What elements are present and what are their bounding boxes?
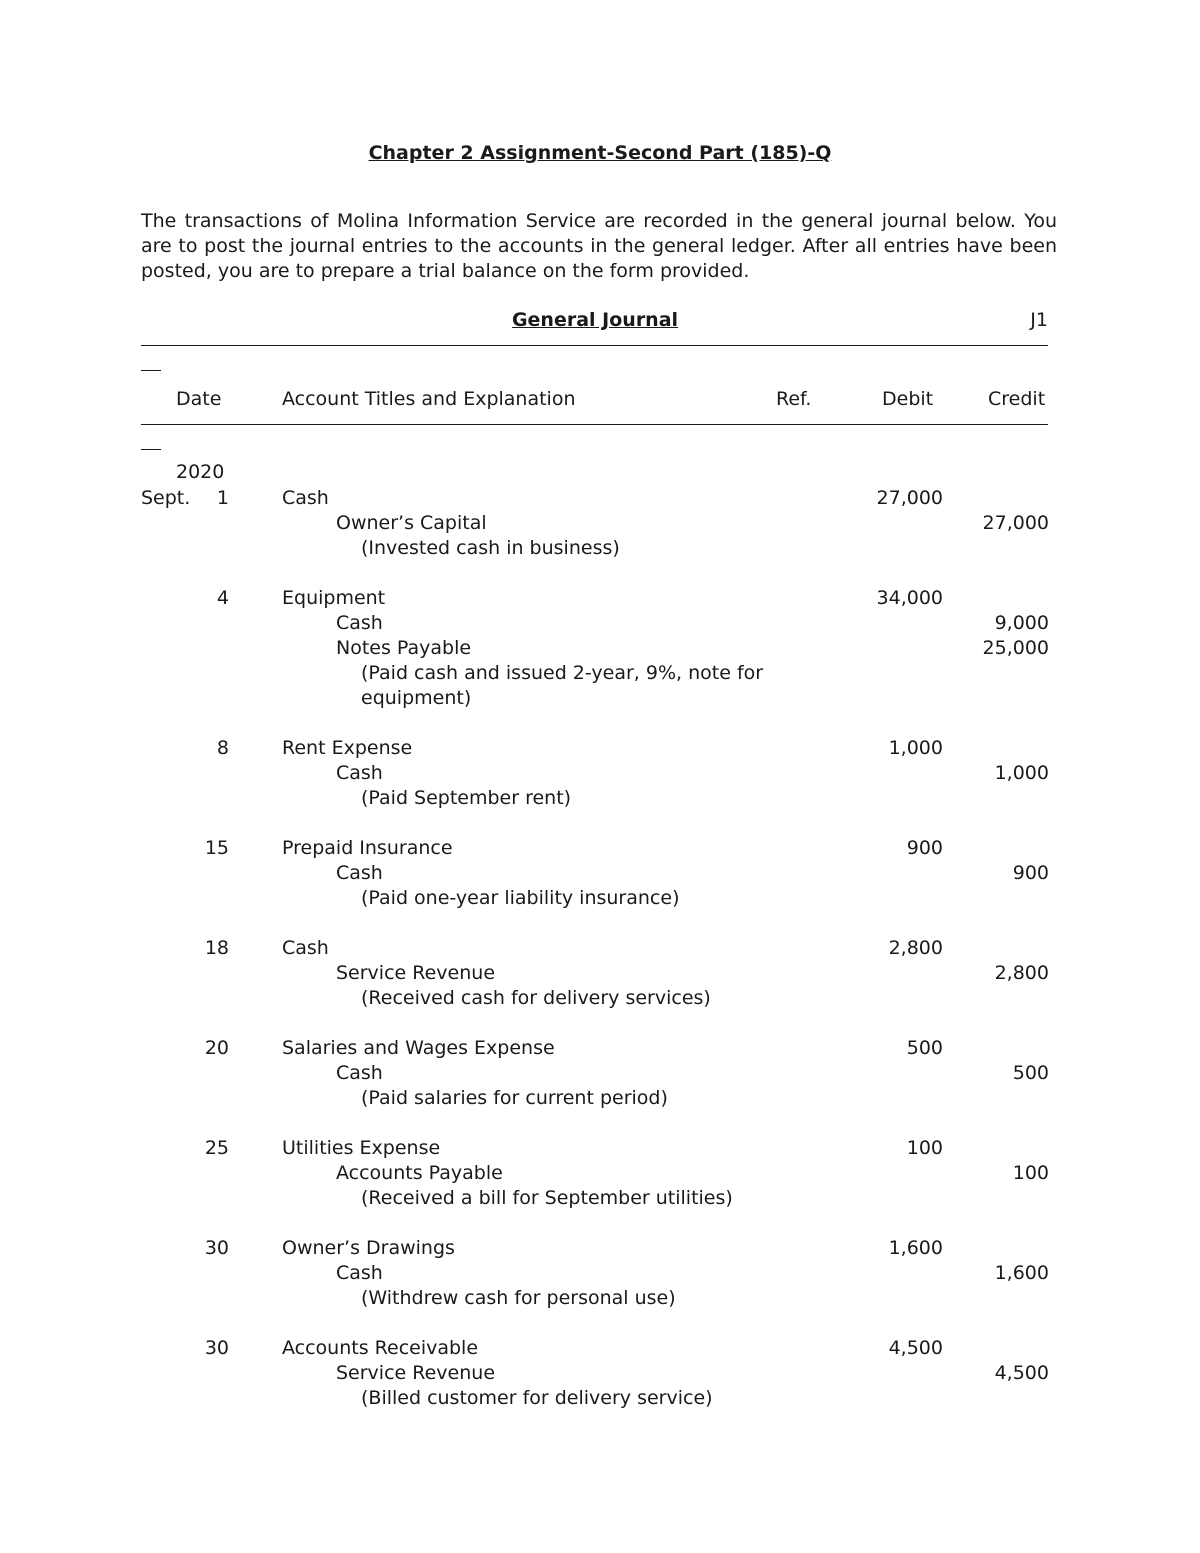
credit-line	[0, 611, 1200, 636]
debit-account: Prepaid Insurance	[282, 837, 453, 859]
explanation-line	[0, 536, 1200, 561]
credit-line	[0, 961, 1200, 986]
entry-month: Sept.	[141, 487, 191, 509]
debit-account: Accounts Receivable	[282, 1337, 479, 1359]
journal-entry	[0, 936, 1200, 1011]
entry-explanation: (Billed customer for delivery service)	[361, 1387, 713, 1409]
debit-amount: 1,000	[888, 737, 943, 759]
credit-line	[0, 1061, 1200, 1086]
credit-account: Cash	[336, 1062, 383, 1084]
credit-account: Cash	[336, 762, 383, 784]
debit-line	[0, 486, 1200, 511]
entry-day: 4	[216, 587, 229, 609]
credit-line	[0, 761, 1200, 786]
journal-entries	[0, 486, 1200, 1436]
credit-line	[0, 861, 1200, 886]
credit-line	[0, 511, 1200, 536]
explanation-line	[0, 1086, 1200, 1111]
explanation-line	[0, 1386, 1200, 1411]
entry-day: 15	[204, 837, 229, 859]
explanation-line	[0, 1286, 1200, 1311]
credit-account: Cash	[336, 862, 383, 884]
credit-amount: 27,000	[982, 512, 1049, 534]
debit-amount: 1,600	[888, 1237, 943, 1259]
credit-line	[0, 1261, 1200, 1286]
credit-account: Cash	[336, 1262, 383, 1284]
journal-entry	[0, 1236, 1200, 1311]
entry-explanation: (Received a bill for September utilities)	[361, 1187, 733, 1209]
header-top-rule	[141, 345, 1048, 346]
credit-amount: 900	[1012, 862, 1049, 884]
debit-amount: 2,800	[888, 937, 943, 959]
journal-title: General Journal	[511, 309, 679, 331]
entry-explanation: (Paid salaries for current period)	[361, 1087, 668, 1109]
column-header-account: Account Titles and Explanation	[282, 388, 576, 410]
journal-entry	[0, 586, 1200, 711]
journal-entry	[0, 1036, 1200, 1111]
entry-explanation: (Paid one-year liability insurance)	[361, 887, 680, 909]
credit-account: Service Revenue	[336, 1362, 496, 1384]
journal-entry	[0, 1336, 1200, 1411]
column-header-ref: Ref.	[776, 388, 812, 410]
column-header-debit: Debit	[882, 388, 934, 410]
entry-explanation: (Invested cash in business)	[361, 537, 620, 559]
entry-day: 20	[204, 1037, 229, 1059]
entry-explanation: (Paid September rent)	[361, 787, 572, 809]
journal-entry	[0, 486, 1200, 561]
credit-line	[0, 636, 1200, 661]
journal-entry	[0, 1136, 1200, 1211]
credit-account: Accounts Payable	[336, 1162, 503, 1184]
entry-day: 18	[204, 937, 229, 959]
column-header-date: Date	[176, 388, 222, 410]
entry-day: 30	[204, 1237, 229, 1259]
credit-amount: 25,000	[982, 637, 1049, 659]
debit-account: Rent Expense	[282, 737, 413, 759]
debit-amount: 900	[906, 837, 943, 859]
explanation-line	[0, 786, 1200, 811]
debit-line	[0, 586, 1200, 611]
credit-amount: 2,800	[994, 962, 1049, 984]
credit-account: Owner’s Capital	[336, 512, 487, 534]
debit-line	[0, 1136, 1200, 1161]
debit-line	[0, 936, 1200, 961]
explanation-line	[0, 1186, 1200, 1211]
credit-account: Service Revenue	[336, 962, 496, 984]
debit-line	[0, 1236, 1200, 1261]
journal-year: 2020	[176, 461, 225, 483]
debit-amount: 34,000	[876, 587, 943, 609]
entry-explanation: (Paid cash and issued 2-year, 9%, note for equipment)	[361, 662, 764, 709]
debit-amount: 27,000	[876, 487, 943, 509]
explanation-line	[0, 986, 1200, 1011]
header-bottom-rule	[141, 424, 1048, 425]
explanation-line	[0, 886, 1200, 911]
debit-line	[0, 736, 1200, 761]
credit-account: Cash	[336, 612, 383, 634]
credit-amount: 500	[1012, 1062, 1049, 1084]
debit-account: Cash	[282, 487, 329, 509]
credit-amount: 9,000	[994, 612, 1049, 634]
header-top-rule-wrap	[141, 370, 161, 371]
credit-amount: 4,500	[994, 1362, 1049, 1384]
debit-line	[0, 1036, 1200, 1061]
document-title: Chapter 2 Assignment-Second Part (185)-Q	[368, 142, 832, 164]
entry-explanation: (Received cash for delivery services)	[361, 987, 711, 1009]
column-header-credit: Credit	[988, 388, 1046, 410]
header-bottom-rule-wrap	[141, 449, 161, 450]
credit-amount: 1,000	[994, 762, 1049, 784]
debit-line	[0, 1336, 1200, 1361]
debit-account: Salaries and Wages Expense	[282, 1037, 555, 1059]
entry-explanation: (Withdrew cash for personal use)	[361, 1287, 676, 1309]
journal-entry	[0, 736, 1200, 811]
credit-amount: 1,600	[994, 1262, 1049, 1284]
journal-entry	[0, 836, 1200, 911]
debit-account: Cash	[282, 937, 329, 959]
debit-account: Utilities Expense	[282, 1137, 441, 1159]
entry-day: 8	[216, 737, 229, 759]
credit-line	[0, 1161, 1200, 1186]
entry-day: 1	[216, 487, 229, 509]
credit-amount: 100	[1012, 1162, 1049, 1184]
entry-day: 25	[204, 1137, 229, 1159]
credit-account: Notes Payable	[336, 637, 472, 659]
debit-amount: 4,500	[888, 1337, 943, 1359]
entry-day: 30	[204, 1337, 229, 1359]
debit-account: Owner’s Drawings	[282, 1237, 455, 1259]
journal-page-ref: J1	[1030, 309, 1048, 331]
credit-line	[0, 1361, 1200, 1386]
intro-paragraph: The transactions of Molina Information Service are recorded in the general journal below. You are to post the journal entries to the accounts in the general ledger. After all entries have been posted, you are to prepare a trial balance on the form provided.	[141, 210, 1057, 282]
explanation-line	[0, 661, 1200, 711]
debit-account: Equipment	[282, 587, 386, 609]
debit-amount: 500	[906, 1037, 943, 1059]
debit-amount: 100	[906, 1137, 943, 1159]
debit-line	[0, 836, 1200, 861]
